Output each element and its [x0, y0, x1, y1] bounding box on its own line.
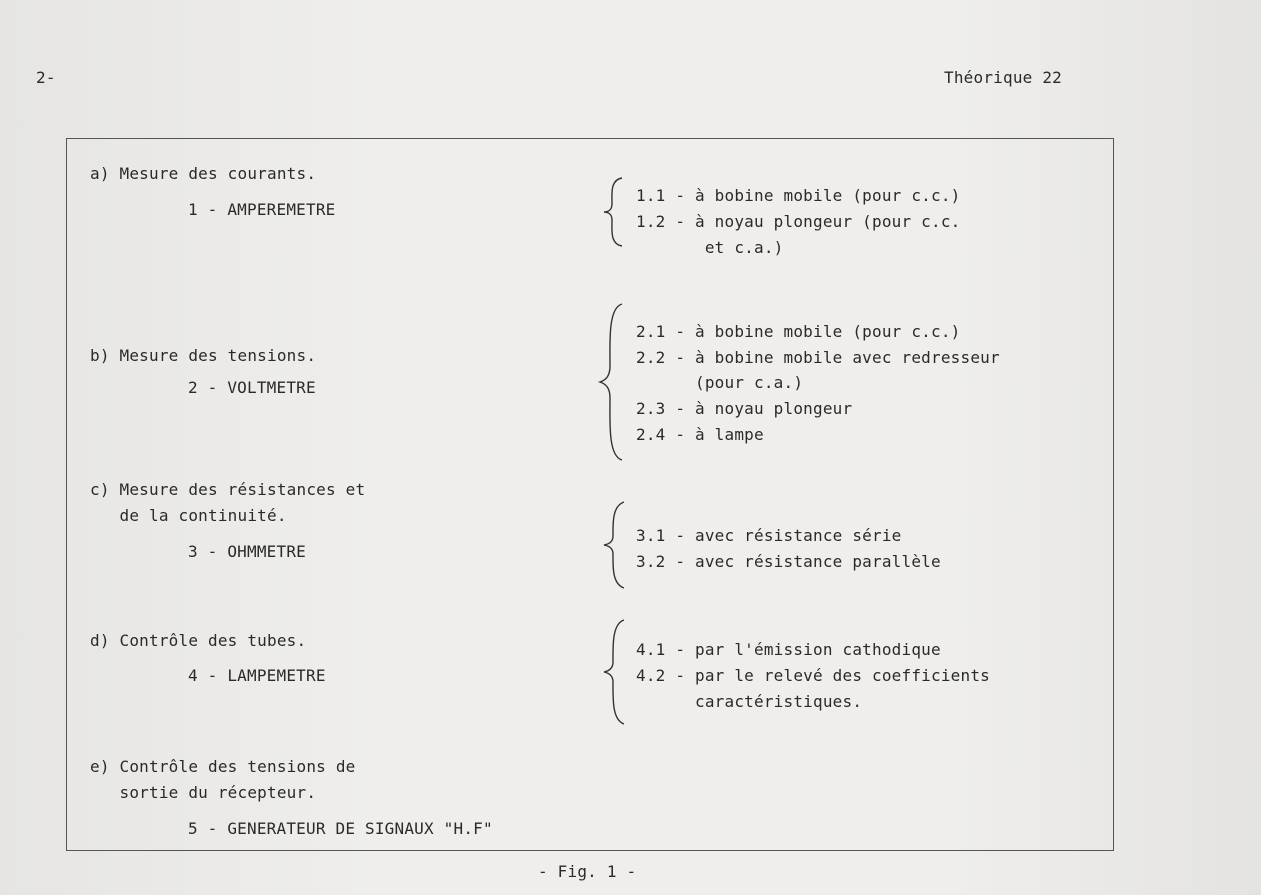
item-2-3: 2.3 - à noyau plongeur: [636, 399, 853, 418]
item-3-2: 3.2 - avec résistance parallèle: [636, 552, 941, 571]
heading-b: b) Mesure des tensions.: [90, 346, 317, 365]
item-2-1: 2.1 - à bobine mobile (pour c.c.): [636, 322, 961, 341]
page-number: 2-: [36, 68, 56, 87]
item-4-2: 4.2 - par le relevé des coefficients: [636, 666, 990, 685]
heading-c-line2: de la continuité.: [90, 506, 287, 525]
item-2-2-cont: (pour c.a.): [636, 373, 804, 392]
item-2-4: 2.4 - à lampe: [636, 425, 764, 444]
heading-e-line2: sortie du récepteur.: [90, 783, 317, 802]
heading-a: a) Mesure des courants.: [90, 164, 317, 183]
brace-section-a: [600, 176, 630, 248]
item-1-2-cont: et c.a.): [636, 238, 784, 257]
item-4-1: 4.1 - par l'émission cathodique: [636, 640, 941, 659]
item-3-1: 3.1 - avec résistance série: [636, 526, 902, 545]
heading-e-line1: e) Contrôle des tensions de: [90, 757, 356, 776]
instrument-ampemetre: 1 - AMPEREMETRE: [188, 200, 336, 219]
instrument-generateur: 5 - GENERATEUR DE SIGNAUX "H.F": [188, 819, 493, 838]
item-1-2: 1.2 - à noyau plongeur (pour c.c.: [636, 212, 961, 231]
item-4-2-cont: caractéristiques.: [636, 692, 863, 711]
item-1-1: 1.1 - à bobine mobile (pour c.c.): [636, 186, 961, 205]
heading-c-line1: c) Mesure des résistances et: [90, 480, 366, 499]
section-label: Théorique 22: [944, 68, 1062, 87]
instrument-ohmmetre: 3 - OHMMETRE: [188, 542, 306, 561]
brace-section-b: [596, 302, 630, 462]
item-2-2: 2.2 - à bobine mobile avec redresseur: [636, 348, 1000, 367]
brace-section-d: [600, 618, 630, 726]
heading-d: d) Contrôle des tubes.: [90, 631, 307, 650]
figure-caption: - Fig. 1 -: [538, 862, 637, 881]
brace-section-c: [600, 500, 630, 590]
instrument-lampemetre: 4 - LAMPEMETRE: [188, 666, 326, 685]
instrument-voltmetre: 2 - VOLTMETRE: [188, 378, 316, 397]
